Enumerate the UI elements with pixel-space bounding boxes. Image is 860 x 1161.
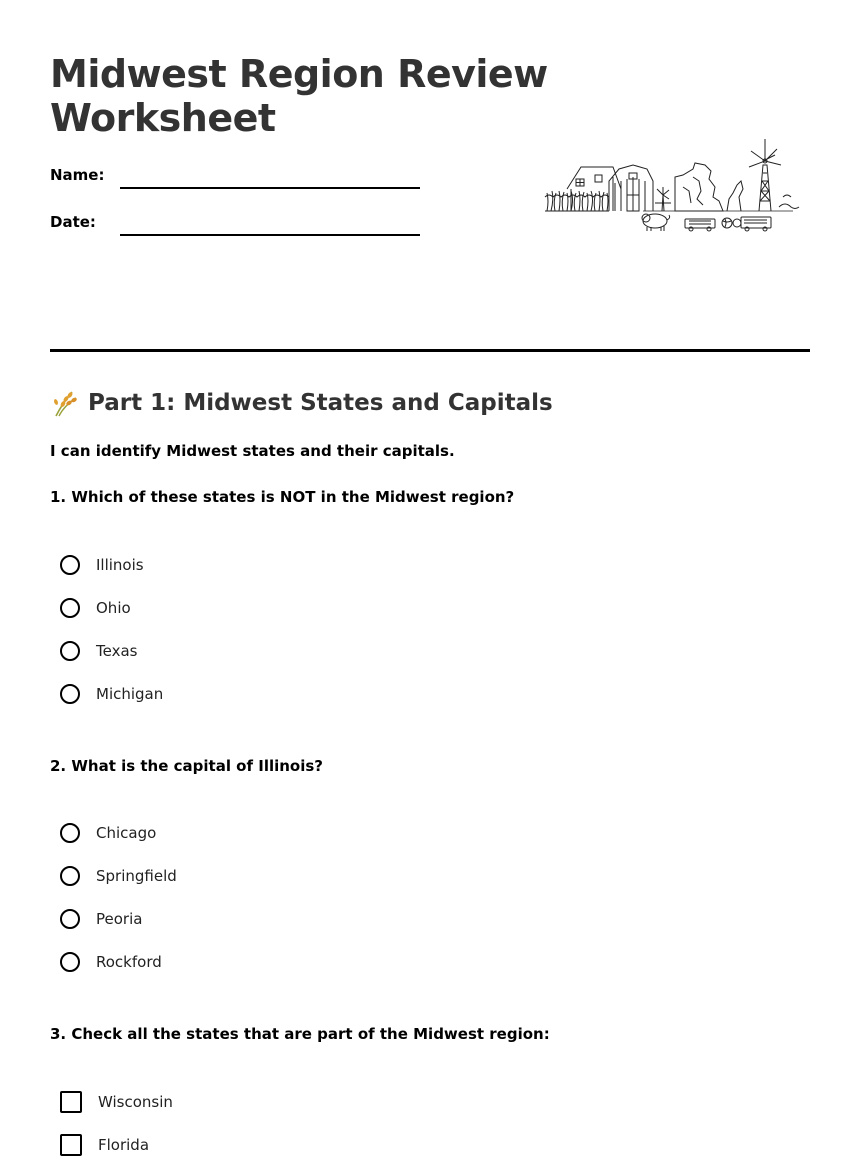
radio-button[interactable] xyxy=(60,555,80,575)
school-bus xyxy=(741,217,771,231)
question-3: 3. Check all the states that are part of the Midwest region: xyxy=(50,1025,550,1043)
q2-option-springfield[interactable] xyxy=(60,863,177,889)
option-label: Chicago xyxy=(96,824,157,842)
checkbox[interactable] xyxy=(60,1091,82,1113)
radio-button[interactable] xyxy=(60,909,80,929)
q2-option-peoria[interactable] xyxy=(60,906,142,932)
option-label: Springfield xyxy=(96,867,177,885)
radio-button[interactable] xyxy=(60,598,80,618)
q1-option-texas[interactable] xyxy=(60,638,137,664)
radio-button[interactable] xyxy=(60,823,80,843)
q3-option-wisconsin[interactable] xyxy=(60,1089,173,1115)
option-label: Illinois xyxy=(96,556,144,574)
q1-option-michigan[interactable] xyxy=(60,681,163,707)
question-2: 2. What is the capital of Illinois? xyxy=(50,757,323,775)
learning-objective: I can identify Midwest states and their capitals. xyxy=(50,442,455,460)
name-field[interactable] xyxy=(120,187,420,189)
tall-windmill xyxy=(749,139,781,211)
q1-option-ohio[interactable] xyxy=(60,595,131,621)
date-field[interactable] xyxy=(120,234,420,236)
radio-button[interactable] xyxy=(60,866,80,886)
name-label: Name: xyxy=(50,166,105,184)
option-label: Ohio xyxy=(96,599,131,617)
midwest-illustration xyxy=(543,135,803,235)
city-bus xyxy=(685,219,715,231)
checkbox[interactable] xyxy=(60,1134,82,1156)
part1-heading xyxy=(50,388,553,418)
option-label: Michigan xyxy=(96,685,164,703)
option-label: Rockford xyxy=(96,953,162,971)
section-divider xyxy=(50,349,810,352)
q1-option-illinois[interactable] xyxy=(60,552,144,578)
radio-button[interactable] xyxy=(60,684,80,704)
corn-field xyxy=(545,191,609,211)
option-label: Peoria xyxy=(96,910,143,928)
q3-option-florida[interactable] xyxy=(60,1132,149,1158)
great-lakes-map xyxy=(675,163,743,211)
wheat-icon xyxy=(50,388,80,418)
ball xyxy=(722,218,732,228)
question-1: 1. Which of these states is NOT in the Midwest region? xyxy=(50,488,515,506)
date-label: Date: xyxy=(50,213,96,231)
option-label: Wisconsin xyxy=(98,1093,173,1111)
q2-option-rockford[interactable] xyxy=(60,949,162,975)
q2-option-chicago[interactable] xyxy=(60,820,156,846)
option-label: Texas xyxy=(96,642,138,660)
radio-button[interactable] xyxy=(60,952,80,972)
part1-heading-text: Part 1: Midwest States and Capitals xyxy=(88,390,553,416)
small-windmill xyxy=(655,187,671,211)
pig xyxy=(642,214,670,231)
worksheet-title: Midwest Region Review Worksheet xyxy=(50,52,548,140)
barn xyxy=(609,165,653,211)
radio-button[interactable] xyxy=(60,641,80,661)
option-label: Florida xyxy=(98,1136,150,1154)
